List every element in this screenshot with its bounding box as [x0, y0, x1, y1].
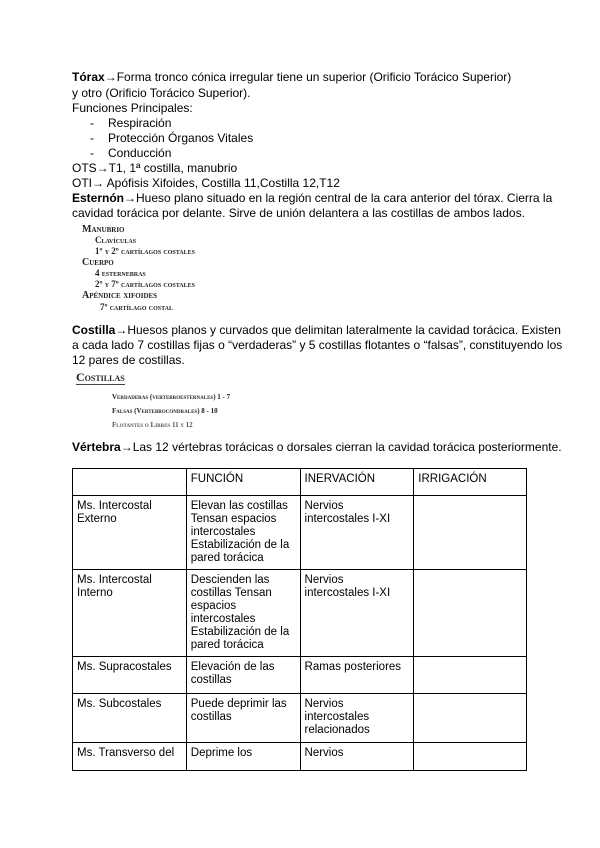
diagram-manubrio: Manubrio: [82, 224, 125, 235]
costillas-diagram-title: Costillas: [76, 370, 125, 384]
vertebra-text: Las 12 vértebras torácicas o dorsales cierran la cavidad torácica posteriormente.: [132, 440, 562, 454]
funciones-heading: Funciones Principales:: [72, 101, 193, 115]
muscle-cell: Ms. Transverso del: [73, 743, 187, 771]
diagram-verdaderas: Verdaderas (vertebroesternales) 1 - 7: [112, 393, 231, 401]
table-row: [73, 657, 527, 694]
torax-paragraph-line1: [72, 70, 527, 85]
diagram-cartilagos-2-7: 2º y 7º cartílagos costales: [95, 279, 195, 289]
costilla-text-1: Huesos planos y curvados que delimitan lateralmente la cavidad torácica. Existen: [127, 323, 561, 337]
irrigacion-cell: [414, 694, 527, 743]
funcion-cell: Deprime los: [186, 743, 300, 771]
costilla-term: Costilla: [72, 323, 116, 337]
vertebra-paragraph: [72, 440, 562, 455]
muscle-cell: Ms. Subcostales: [73, 694, 187, 743]
vertebra-arrow: →: [120, 440, 133, 454]
esternon-text-1: Hueso plano situado en la región central de la cara anterior del tórax. Cierra la: [136, 191, 553, 205]
inervacion-cell: Ramas posteriores: [300, 657, 414, 694]
inervacion-cell: Nervios intercostales relacionados: [300, 694, 414, 743]
diagram-claviculas: Clavículas: [95, 235, 137, 245]
funcion-cell: Elevan las costillas Tensan espacios intercostales Estabilización de la pared torácica: [186, 496, 300, 570]
inervacion-cell: Nervios intercostales I-XI: [300, 496, 414, 570]
oti-line: OTI→ Apófisis Xifoides, Costilla 11,Costilla 12,T12: [72, 176, 340, 190]
costilla-paragraph-line1: [72, 323, 561, 338]
muscle-cell: Ms. Intercostal Interno: [73, 570, 187, 657]
funcion-item: - Conducción: [90, 146, 172, 160]
diagram-falsas: Falsas (Vertebrocondrales) 8 - 10: [112, 407, 218, 415]
funcion-cell: Descienden las costillas Tensan espacios intercostales Estabilización de la pared torácica: [186, 570, 300, 657]
irrigacion-cell: [414, 657, 527, 694]
torax-term: Tórax: [72, 70, 105, 84]
funcion-cell: Puede deprimir las costillas: [186, 694, 300, 743]
torax-text-1: Forma tronco cónica irregular tiene un superior (Orificio Torácico Superior): [116, 70, 512, 84]
irrigacion-cell: [414, 570, 527, 657]
costilla-arrow: →: [115, 323, 128, 337]
funcion-item: - Protección Órganos Vitales: [90, 131, 254, 145]
esternon-paragraph-line1: [72, 191, 553, 206]
esternon-text-2: cavidad torácica por delante. Sirve de unión delantera a las costillas de ambos lados.: [72, 206, 525, 220]
costilla-text-3: 12 pares de costillas.: [72, 353, 185, 367]
muscles-table: [72, 468, 527, 771]
table-header-row: [73, 469, 527, 496]
table-row: [73, 570, 527, 657]
diagram-cartilago-7: 7º cartílago costal: [100, 302, 173, 312]
esternon-term: Esternón: [72, 191, 125, 205]
inervacion-cell: Nervios: [300, 743, 414, 771]
diagram-cartilagos-1-2: 1º y 2º cartílagos costales: [95, 246, 195, 256]
funcion-item: - Respiración: [90, 116, 172, 130]
inervacion-cell: Nervios intercostales I-XI: [300, 570, 414, 657]
esternon-arrow: →: [124, 191, 137, 205]
funcion-cell: Elevación de las costillas: [186, 657, 300, 694]
diagram-cuerpo: Cuerpo: [82, 257, 114, 268]
table-row: [73, 694, 527, 743]
muscle-cell: Ms. Supracostales: [73, 657, 187, 694]
vertebra-term: Vértebra: [72, 440, 121, 454]
table-header-cell: INERVACIÓN: [300, 469, 414, 496]
table-row: [73, 496, 527, 570]
muscle-cell: Ms. Intercostal Externo: [73, 496, 187, 570]
diagram-flotantes: Flotantes o Libres 11 y 12: [112, 421, 193, 429]
ots-line: OTS→T1, 1ª costilla, manubrio: [72, 161, 238, 175]
irrigacion-cell: [414, 496, 527, 570]
torax-arrow: →: [104, 70, 117, 84]
table-header-cell: FUNCIÓN: [186, 469, 300, 496]
table-header-cell: [73, 469, 187, 496]
irrigacion-cell: [414, 743, 527, 771]
table-header-cell: IRRIGACIÓN: [414, 469, 527, 496]
costilla-text-2: a cada lado 7 costillas fijas o “verdaderas” y 5 costillas flotantes o “falsas”, constituyendo los: [72, 338, 563, 352]
diagram-esternebras: 4 esternebras: [95, 268, 146, 278]
diagram-apendice: Apéndice xifoides: [82, 290, 158, 301]
table-row: [73, 743, 527, 771]
torax-text-2: y otro (Orificio Torácico Superior).: [72, 86, 251, 100]
